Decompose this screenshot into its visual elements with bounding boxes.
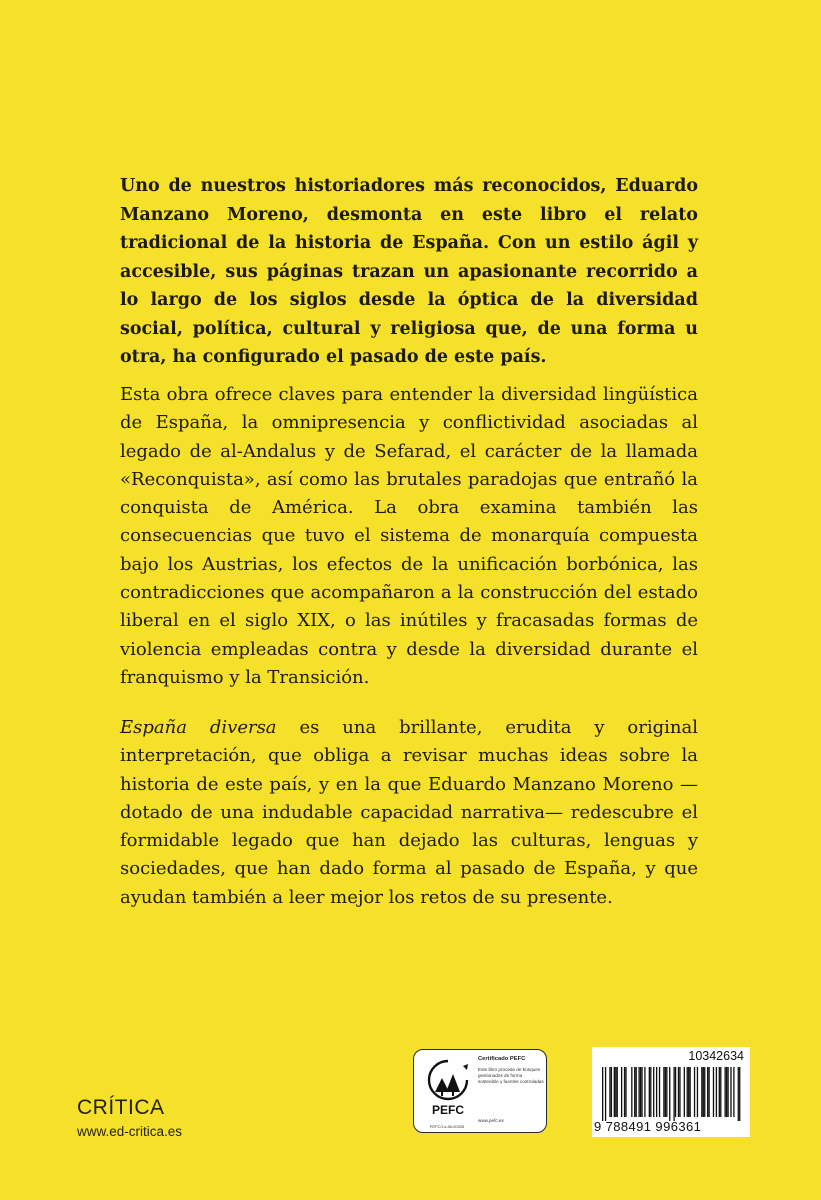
closing-paragraph	[120, 714, 698, 912]
publisher-url[interactable]: www.ed-critica.es	[77, 1124, 183, 1139]
barcode-bar	[617, 1067, 618, 1117]
barcode-bar	[649, 1067, 650, 1117]
pefc-certification-box	[413, 1049, 547, 1133]
barcode-bar	[730, 1067, 731, 1117]
barcode-bar	[733, 1067, 734, 1117]
barcode-bar	[615, 1067, 616, 1117]
barcode-bar	[663, 1067, 664, 1117]
pefc-description: Este libro procede de bosques gestionados de forma sostenible y fuentes controladas	[478, 1067, 544, 1084]
barcode-bar	[653, 1067, 654, 1117]
barcode-bar	[708, 1067, 709, 1117]
pefc-title: Certificado PEFC	[478, 1056, 526, 1062]
barcode-bar	[634, 1067, 635, 1117]
barcode-bar	[638, 1067, 639, 1117]
barcode-bar	[725, 1067, 726, 1117]
barcode-bar	[640, 1067, 641, 1117]
barcode-bar	[684, 1067, 685, 1117]
barcode-top-number: 10342634	[688, 1049, 744, 1063]
barcode-bar	[703, 1067, 704, 1117]
barcode-bar	[678, 1067, 679, 1117]
book-title-italic: España diversa	[120, 717, 277, 738]
barcode-isbn-digits: 9 788491 996361	[594, 1119, 702, 1134]
barcode-bar	[644, 1067, 645, 1117]
publisher-block	[77, 1096, 182, 1139]
barcode-bar	[697, 1067, 698, 1117]
barcode-bar	[707, 1067, 708, 1117]
barcode-bar	[704, 1067, 705, 1117]
barcode-bar	[631, 1067, 632, 1117]
pefc-code: PEFC/14-38-00305	[429, 1124, 465, 1129]
barcode-bar	[665, 1067, 666, 1117]
barcode-bar	[726, 1067, 727, 1117]
barcode-bar	[602, 1067, 603, 1121]
barcode-bar	[716, 1067, 717, 1117]
barcode-bar	[605, 1067, 606, 1121]
pefc-text-block	[478, 1056, 544, 1084]
barcode-bar	[687, 1067, 688, 1117]
isbn-barcode-block	[592, 1047, 750, 1137]
pefc-logo-icon	[422, 1056, 474, 1128]
barcode-bar	[621, 1067, 622, 1117]
description-paragraph: Esta obra ofrece claves para entender la diversidad lingüística de España, la omnipresencia y conflictividad asociadas al legado de al-Andalus y de Sefarad, el carácter de la llamada «Reconquista», así como las brutales paradojas que entrañó la conquista de América. La obra examina también las consecuencias que tuvo el sistema de monarquía compuesta bajo los Austrias, los efectos de la unificación borbónica, las contradicciones que acompañaron a la construcción del estado liberal en el siglo XIX, o las inútiles y fracasadas formas de violencia empleadas contra y desde la diversidad durante el franquismo y la Transición.	[120, 384, 698, 688]
barcode-bar	[624, 1067, 625, 1117]
barcode-bar	[673, 1067, 674, 1121]
barcode-bar	[719, 1067, 720, 1117]
barcode-bar	[690, 1067, 691, 1117]
intro-paragraph: Uno de nuestros historiadores más reconocidos, Eduardo Manzano Moreno, desmonta en este libro el relato tradicional de la historia de España. Con un estilo ágil y accesible, sus páginas trazan un apasionante recorrido a lo largo de los siglos desde la óptica de la diversidad social, política, cultural y religiosa que, de una forma u otra, ha configurado el pasado de este país.	[120, 176, 698, 367]
barcode-bars	[602, 1067, 742, 1121]
barcode-bar	[694, 1067, 695, 1117]
barcode-bar	[739, 1067, 740, 1121]
barcode-bar	[659, 1067, 660, 1117]
barcode-bar	[666, 1067, 667, 1117]
barcode-bar	[609, 1067, 610, 1117]
pefc-logo-text: PEFC	[431, 1103, 465, 1117]
pefc-url: www.pefc.es	[478, 1118, 504, 1123]
barcode-bar	[636, 1067, 637, 1117]
barcode-bar	[656, 1067, 657, 1117]
barcode-bar	[614, 1067, 615, 1117]
closing-paragraph-text: es una brillante, erudita y original interpretación, que obliga a revisar muchas ideas sobre la historia de este país, y en la que Eduardo Manzano Moreno —dotado de una indudable capacidad narrativa— redescubre el formidable legado que han dejado las culturas, lenguas y sociedades, que han dado forma al pasado de España, y que ayudan también a leer mejor los retos de su presente.	[120, 717, 698, 908]
barcode-bar	[641, 1067, 642, 1117]
barcode-bar	[738, 1067, 739, 1121]
barcode-bar	[611, 1067, 612, 1117]
barcode-bar	[701, 1067, 702, 1117]
barcode-bar	[625, 1067, 626, 1117]
barcode-bar	[688, 1067, 689, 1117]
barcode-bar	[727, 1067, 728, 1117]
barcode-bar	[679, 1067, 680, 1117]
barcode-bar	[675, 1067, 676, 1117]
publisher-name: CRÍTICA	[77, 1096, 165, 1119]
barcode-bar	[650, 1067, 651, 1117]
barcode-bar	[669, 1067, 670, 1121]
barcode-bar	[720, 1067, 721, 1117]
barcode-bar	[713, 1067, 714, 1117]
